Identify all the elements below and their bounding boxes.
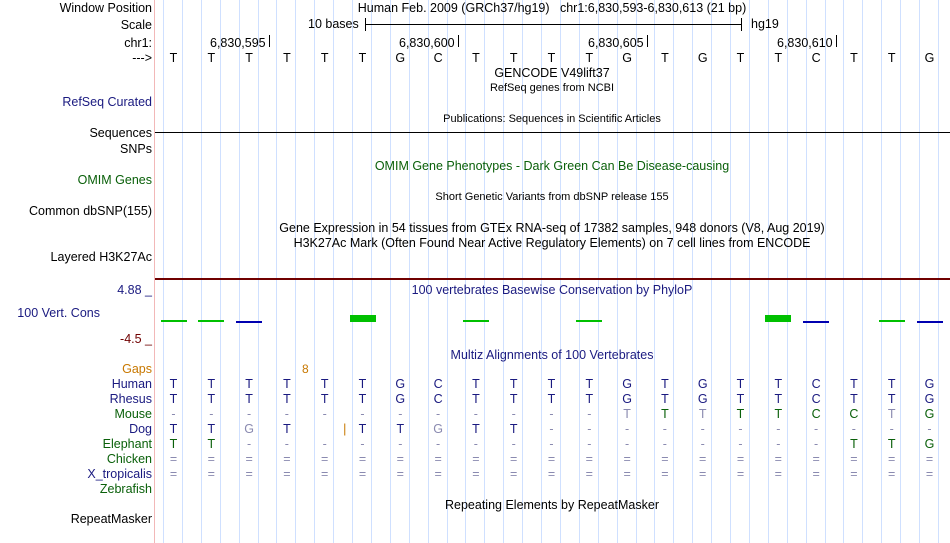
alignment-base: C	[811, 407, 821, 421]
alignment-base: =	[358, 467, 367, 481]
alignment-base: -	[549, 437, 554, 451]
alignment-base: T	[169, 422, 178, 436]
alignment-base: C	[811, 392, 821, 406]
alignment-base: -	[284, 437, 289, 451]
species-label[interactable]: Rhesus	[109, 392, 152, 406]
reference-base: T	[774, 51, 783, 65]
alignment-base: T	[509, 422, 518, 436]
alignment-base: G	[697, 392, 708, 406]
alignment-base: =	[585, 452, 593, 466]
alignment-base: T	[887, 392, 896, 406]
alignment-base: =	[925, 467, 934, 481]
scale-bar-start	[365, 18, 366, 31]
grid-line	[333, 0, 334, 543]
alignment-base: -	[511, 437, 516, 451]
alignment-base: =	[472, 452, 480, 466]
alignment-base: =	[396, 452, 404, 466]
alignment-base: G	[433, 422, 443, 436]
grid-line	[692, 0, 693, 543]
alignment-base: T	[850, 437, 858, 451]
alignment-base: T	[850, 392, 858, 406]
alignment-base: T	[169, 392, 178, 406]
alignment-base: =	[850, 467, 858, 481]
alignment-base: T	[283, 392, 291, 406]
grid-line	[371, 0, 372, 543]
alignment-base: -	[284, 407, 289, 421]
alignment-base: -	[436, 437, 441, 451]
alignment-base: -	[587, 407, 592, 421]
grid-line	[220, 0, 221, 543]
phylop-bar	[236, 321, 262, 323]
grid-line	[730, 0, 731, 543]
scale-text: 10 bases	[308, 17, 359, 31]
assembly-name: Human Feb. 2009 (GRCh37/hg19)	[357, 1, 550, 15]
grid-line	[447, 0, 448, 543]
alignment-base: =	[888, 452, 896, 466]
alignment-base: -	[436, 407, 441, 421]
reference-base: G	[697, 51, 708, 65]
phylop-bar	[350, 315, 376, 322]
alignment-base: =	[245, 452, 253, 466]
chrom-label: chr1:	[124, 36, 152, 50]
grid-line	[881, 0, 882, 543]
grid-line	[900, 0, 901, 543]
alignment-base: T	[358, 377, 367, 391]
alignment-base: C	[849, 407, 859, 421]
alignment-base: T	[283, 422, 291, 436]
alignment-base: =	[547, 467, 556, 481]
position-label: 6,830,595	[210, 36, 266, 50]
alignment-base: -	[322, 407, 327, 421]
alignment-base: T	[774, 377, 783, 391]
alignment-base: =	[434, 452, 442, 466]
position-tick	[269, 35, 270, 47]
phylop-bar	[879, 320, 905, 323]
grid-line	[314, 0, 315, 543]
reference-base: C	[811, 51, 821, 65]
position-label: 6,830,600	[399, 36, 455, 50]
track-label-h3k27ac[interactable]: Layered H3K27Ac	[50, 250, 152, 264]
alignment-base: =	[699, 452, 707, 466]
phylop-bar	[161, 320, 187, 322]
species-label[interactable]: Elephant	[102, 437, 152, 451]
alignment-base: =	[510, 452, 518, 466]
grid-line	[862, 0, 863, 543]
alignment-base: T	[736, 392, 745, 406]
track-label-repeatmasker[interactable]: RepeatMasker	[70, 512, 152, 526]
gtex-track-title[interactable]: Gene Expression in 54 tissues from GTEx RNA-seq of 17382 samples, 948 donors (V8, Aug 2019)	[279, 221, 825, 235]
track-label-dbsnp[interactable]: Common dbSNP(155)	[29, 204, 152, 218]
alignment-base: -	[511, 407, 516, 421]
alignment-base: =	[661, 452, 669, 466]
alignment-base: -	[662, 437, 667, 451]
alignment-base: =	[358, 452, 367, 466]
label-divider	[154, 0, 155, 543]
grid-line	[409, 0, 410, 543]
species-label[interactable]: Zebrafish	[99, 482, 152, 496]
alignment-base: =	[661, 467, 669, 481]
alignment-base: T	[585, 377, 594, 391]
alignment-base: -	[776, 437, 781, 451]
alignment-base: T	[887, 377, 896, 391]
reference-base: T	[547, 51, 556, 65]
grid-line	[919, 0, 920, 543]
phylop-bar	[765, 315, 791, 323]
alignment-base: =	[623, 467, 631, 481]
alignment-base: T	[207, 422, 216, 436]
alignment-base: =	[850, 452, 858, 466]
alignment-base: -	[171, 407, 176, 421]
grid-line	[428, 0, 429, 543]
alignment-base: T	[887, 437, 896, 451]
alignment-base: =	[699, 467, 707, 481]
position-tick	[836, 35, 837, 47]
alignment-base: G	[622, 392, 632, 406]
gap-count: 8	[302, 362, 309, 376]
alignment-base: T	[850, 377, 858, 391]
alignment-base: C	[433, 377, 443, 391]
track-label-gaps[interactable]: Gaps	[122, 362, 152, 376]
phylop-bar	[803, 321, 829, 323]
alignment-base: =	[321, 467, 329, 481]
alignment-base: -	[247, 437, 252, 451]
grid-line	[654, 0, 655, 543]
alignment-base: -	[738, 422, 743, 436]
alignment-base: T	[509, 392, 518, 406]
alignment-base: =	[207, 452, 215, 466]
grid-line	[258, 0, 259, 543]
strand-label: --->	[132, 51, 152, 65]
alignment-base: C	[811, 377, 821, 391]
grid-line	[465, 0, 466, 543]
alignment-base: -	[247, 407, 252, 421]
phylop-bar	[576, 320, 602, 322]
alignment-base: T	[472, 422, 480, 436]
grid-line	[711, 0, 712, 543]
alignment-base: -	[360, 437, 365, 451]
grid-line	[636, 0, 637, 543]
grid-line	[239, 0, 240, 543]
grid-line	[938, 0, 939, 543]
grid-line	[352, 0, 353, 543]
alignment-base: -	[814, 422, 819, 436]
alignment-base: -	[738, 437, 743, 451]
alignment-base: T	[169, 437, 178, 451]
reference-base: G	[395, 51, 406, 65]
reference-base: T	[661, 51, 669, 65]
alignment-base: T	[736, 407, 745, 421]
reference-base: T	[585, 51, 594, 65]
species-label[interactable]: Dog	[129, 422, 152, 436]
alignment-base: T	[358, 422, 367, 436]
grid-line	[806, 0, 807, 543]
section-divider	[155, 278, 950, 280]
reference-base: T	[320, 51, 329, 65]
reference-base: T	[283, 51, 291, 65]
alignment-base: G	[244, 422, 254, 436]
position-tick	[458, 35, 459, 47]
alignment-base: |	[343, 422, 347, 436]
phylop-bar	[917, 321, 943, 323]
alignment-base: =	[169, 452, 178, 466]
scale-bar	[365, 24, 741, 25]
grid-line	[163, 0, 164, 543]
alignment-base: T	[207, 437, 216, 451]
alignment-base: T	[585, 392, 594, 406]
reference-base: G	[924, 51, 935, 65]
scale-label: Scale	[120, 18, 152, 32]
species-label[interactable]: Human	[111, 377, 152, 391]
grid-line	[787, 0, 788, 543]
alignment-base: =	[774, 452, 782, 466]
alignment-base: G	[395, 392, 406, 406]
alignment-base: -	[587, 422, 592, 436]
reference-base: T	[850, 51, 858, 65]
reference-base: T	[736, 51, 745, 65]
alignment-base: T	[245, 377, 253, 391]
alignment-base: =	[283, 467, 291, 481]
alignment-base: T	[358, 392, 367, 406]
sequences-divider	[155, 132, 950, 133]
alignment-base: =	[245, 467, 253, 481]
alignment-base: T	[509, 377, 518, 391]
alignment-base: T	[661, 392, 669, 406]
alignment-base: -	[209, 407, 214, 421]
alignment-base: =	[623, 452, 631, 466]
alignment-base: =	[207, 467, 215, 481]
grid-line	[295, 0, 296, 543]
cons-min-value: -4.5 _	[120, 332, 152, 346]
alignment-base: G	[622, 377, 632, 391]
alignment-base: =	[547, 452, 556, 466]
species-label[interactable]: Chicken	[106, 452, 152, 466]
alignment-base: -	[398, 437, 403, 451]
grid-line	[276, 0, 277, 543]
phylop-bar	[198, 320, 224, 322]
alignment-base: -	[700, 422, 705, 436]
alignment-base: C	[433, 392, 443, 406]
position-label: 6,830,605	[588, 36, 644, 50]
alignment-base: -	[549, 407, 554, 421]
omim-track-title[interactable]: OMIM Gene Phenotypes - Dark Green Can Be Disease-causing	[374, 159, 730, 173]
alignment-base: T	[661, 407, 669, 421]
track-label-omim[interactable]: OMIM Genes	[77, 173, 152, 187]
alignment-base: =	[774, 467, 782, 481]
reference-base: T	[472, 51, 480, 65]
grid-line	[749, 0, 750, 543]
alignment-base: G	[924, 437, 935, 451]
window-position-text	[358, 1, 746, 15]
alignment-base: =	[283, 452, 291, 466]
alignment-base: T	[887, 407, 896, 421]
alignment-base: -	[851, 422, 856, 436]
reference-base: T	[245, 51, 253, 65]
alignment-base: G	[924, 392, 935, 406]
grid-line	[390, 0, 391, 543]
grid-line	[617, 0, 618, 543]
alignment-base: T	[547, 392, 556, 406]
alignment-base: -	[625, 422, 630, 436]
alignment-base: =	[396, 467, 404, 481]
location-range: chr1:6,830,593-6,830,613 (21 bp)	[559, 1, 747, 15]
alignment-base: -	[473, 437, 478, 451]
track-label-cons[interactable]: 100 Vert. Cons	[17, 306, 100, 320]
h3k27ac-track-title[interactable]: H3K27Ac Mark (Often Found Near Active Regulatory Elements) on 7 cell lines from ENCODE	[293, 236, 811, 250]
alignment-base: =	[472, 467, 480, 481]
alignment-base: G	[924, 407, 935, 421]
alignment-base: T	[283, 377, 291, 391]
cons-track-title[interactable]: 100 vertebrates Basewise Conservation by PhyloP	[411, 283, 693, 297]
cons-max-value: 4.88 _	[117, 283, 152, 297]
grid-line	[843, 0, 844, 543]
alignment-base: -	[814, 437, 819, 451]
alignment-base: T	[623, 407, 631, 421]
alignment-base: T	[472, 377, 480, 391]
reference-base: C	[433, 51, 443, 65]
alignment-base: T	[207, 392, 216, 406]
alignment-base: =	[434, 467, 442, 481]
alignment-base: T	[698, 407, 707, 421]
alignment-base: =	[321, 452, 329, 466]
dbsnp-track-title[interactable]: Short Genetic Variants from dbSNP release 155	[435, 191, 669, 203]
alignment-base: -	[927, 422, 932, 436]
grid-line	[182, 0, 183, 543]
scale-db: hg19	[751, 17, 779, 31]
multiz-track-title[interactable]: Multiz Alignments of 100 Vertebrates	[450, 348, 654, 362]
reference-base: T	[207, 51, 216, 65]
alignment-base: T	[396, 422, 405, 436]
alignment-base: -	[662, 422, 667, 436]
alignment-base: -	[700, 437, 705, 451]
grid-line	[484, 0, 485, 543]
phylop-bar	[463, 320, 489, 322]
alignment-base: -	[322, 437, 327, 451]
reference-base: T	[358, 51, 367, 65]
position-tick	[647, 35, 648, 47]
species-label[interactable]: X_tropicalis	[87, 467, 152, 481]
reference-base: T	[887, 51, 896, 65]
reference-base: T	[509, 51, 518, 65]
alignment-base: =	[925, 452, 934, 466]
alignment-base: -	[625, 437, 630, 451]
alignment-base: T	[169, 377, 178, 391]
alignment-base: =	[585, 467, 593, 481]
reference-base: G	[622, 51, 632, 65]
alignment-base: T	[774, 407, 783, 421]
alignment-base: G	[697, 377, 708, 391]
track-label-snps[interactable]: SNPs	[120, 142, 152, 156]
track-label-sequences[interactable]: Sequences	[89, 126, 152, 140]
grid-line	[825, 0, 826, 543]
grid-line	[768, 0, 769, 543]
alignment-base: =	[812, 467, 820, 481]
window-position-label: Window Position	[59, 1, 152, 15]
alignment-base: T	[661, 377, 669, 391]
publications-track-title[interactable]: Publications: Sequences in Scientific Articles	[443, 113, 661, 125]
alignment-base: -	[398, 407, 403, 421]
alignment-base: -	[360, 407, 365, 421]
reference-base: T	[169, 51, 178, 65]
alignment-base: -	[776, 422, 781, 436]
alignment-base: =	[510, 467, 518, 481]
scale-bar-end	[741, 18, 742, 31]
alignment-base: T	[774, 392, 783, 406]
repeatmasker-track-title[interactable]: Repeating Elements by RepeatMasker	[444, 498, 660, 512]
alignment-base: =	[736, 452, 745, 466]
refseq-track-title[interactable]: RefSeq genes from NCBI	[489, 82, 615, 94]
grid-line	[673, 0, 674, 543]
track-label-refseq[interactable]: RefSeq Curated	[62, 95, 152, 109]
alignment-base: =	[169, 467, 178, 481]
alignment-base: T	[320, 392, 329, 406]
alignment-base: -	[889, 422, 894, 436]
position-label: 6,830,610	[777, 36, 833, 50]
alignment-base: =	[888, 467, 896, 481]
alignment-base: G	[924, 377, 935, 391]
species-label[interactable]: Mouse	[114, 407, 152, 421]
alignment-base: T	[472, 392, 480, 406]
alignment-base: G	[395, 377, 406, 391]
alignment-base: T	[207, 377, 216, 391]
grid-line	[201, 0, 202, 543]
alignment-base: -	[473, 407, 478, 421]
alignment-base: =	[736, 467, 745, 481]
alignment-base: T	[547, 377, 556, 391]
alignment-base: -	[587, 437, 592, 451]
alignment-base: T	[320, 377, 329, 391]
alignment-base: T	[245, 392, 253, 406]
alignment-base: T	[736, 377, 745, 391]
gencode-track-title[interactable]: GENCODE V49lift37	[494, 66, 610, 80]
alignment-base: -	[549, 422, 554, 436]
alignment-base: =	[812, 452, 820, 466]
